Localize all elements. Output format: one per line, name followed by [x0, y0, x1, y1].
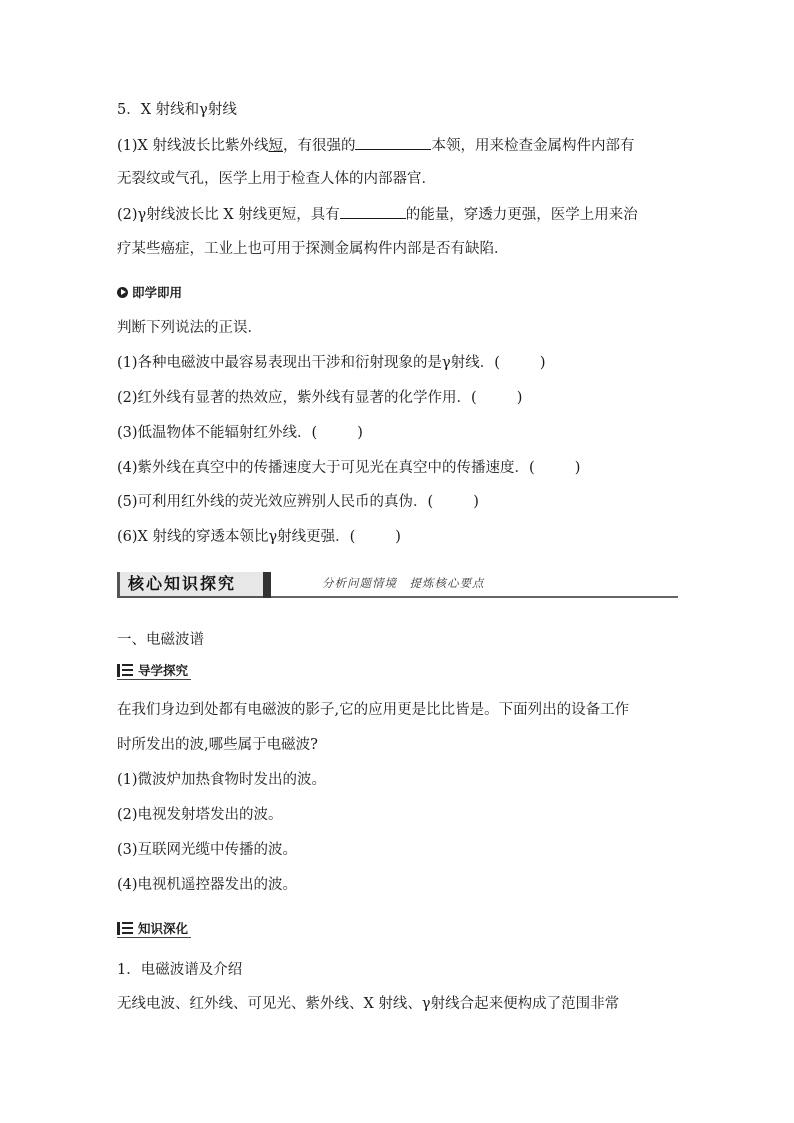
section5-paragraph1-line1 [117, 135, 634, 156]
banner-title: 核心知识探究 [117, 572, 267, 598]
list-item: (1)微波炉加热食物时发出的波。 [117, 772, 327, 788]
banner-subtitle: 分析问题情境 提炼核心要点 [322, 576, 485, 590]
practice-item: (6)X 射线的穿透本领比γ射线更强．( ) [117, 529, 401, 545]
part1-heading: 一、电磁波谱 [117, 632, 204, 648]
section5-paragraph2-line1 [117, 204, 638, 225]
bars-icon [117, 664, 133, 677]
bars-icon [117, 922, 133, 935]
list-item: (2)电视发射塔发出的波。 [117, 807, 283, 823]
fill-blank-2 [340, 204, 406, 219]
p1-pre: (1)X 射线波长比紫外线 [117, 138, 269, 154]
section5-heading: 5．X 射线和γ射线 [117, 102, 237, 118]
guide-paragraph-line2: 时所发出的波,哪些属于电磁波? [117, 737, 318, 753]
banner-rule [271, 596, 678, 598]
subheading-1: 1．电磁波谱及介绍 [117, 962, 243, 978]
p1-post: 本领，用来检查金属构件内部有 [431, 138, 635, 154]
guide-label-text: 导学探究 [138, 663, 189, 678]
p1-short-emphasis: 短 [268, 138, 283, 154]
p2-pre: (2)γ射线波长比 X 射线更短，具有 [117, 207, 340, 223]
section-banner [117, 572, 678, 598]
section5-paragraph1-line2: 无裂纹或气孔，医学上用于检查人体的内部器官． [117, 171, 436, 187]
guide-label [117, 661, 188, 679]
deep-label [117, 919, 188, 937]
practice-item: (1)各种电磁波中最容易表现出干涉和衍射现象的是γ射线．( ) [117, 355, 546, 371]
play-circle-icon [117, 287, 128, 298]
guide-paragraph-line1: 在我们身边到处都有电磁波的影子,它的应用更是比比皆是。下面列出的设备工作 [117, 702, 630, 718]
p2-post: 的能量，穿透力更强，医学上用来治 [405, 207, 638, 223]
practice-label-text: 即学即用 [132, 285, 183, 300]
practice-item: (5)可利用红外线的荧光效应辨别人民币的真伪．( ) [117, 494, 479, 510]
section5-paragraph2-line2: 疗某些癌症，工业上也可用于探测金属构件内部是否有缺陷． [117, 241, 509, 257]
list-item: (3)互联网光缆中传播的波。 [117, 842, 298, 858]
deep-label-text: 知识深化 [138, 921, 189, 936]
p1-mid: ，有很强的 [282, 138, 356, 154]
fill-blank-1 [355, 135, 431, 150]
practice-item: (3)低温物体不能辐射红外线．( ) [117, 425, 363, 441]
guide-label-underline [117, 679, 191, 680]
list-item: (4)电视机遥控器发出的波。 [117, 877, 298, 893]
deep-label-underline [117, 937, 191, 938]
practice-intro: 判断下列说法的正误． [117, 320, 262, 336]
banner-accent [263, 572, 271, 598]
practice-item: (4)紫外线在真空中的传播速度大于可见光在真空中的传播速度．( ) [117, 460, 581, 476]
practice-item: (2)红外线有显著的热效应，紫外线有显著的化学作用．( ) [117, 390, 523, 406]
practice-label [117, 283, 182, 301]
subheading-1-paragraph: 无线电波、红外线、可见光、紫外线、X 射线、γ射线合起来便构成了范围非常 [117, 996, 620, 1012]
